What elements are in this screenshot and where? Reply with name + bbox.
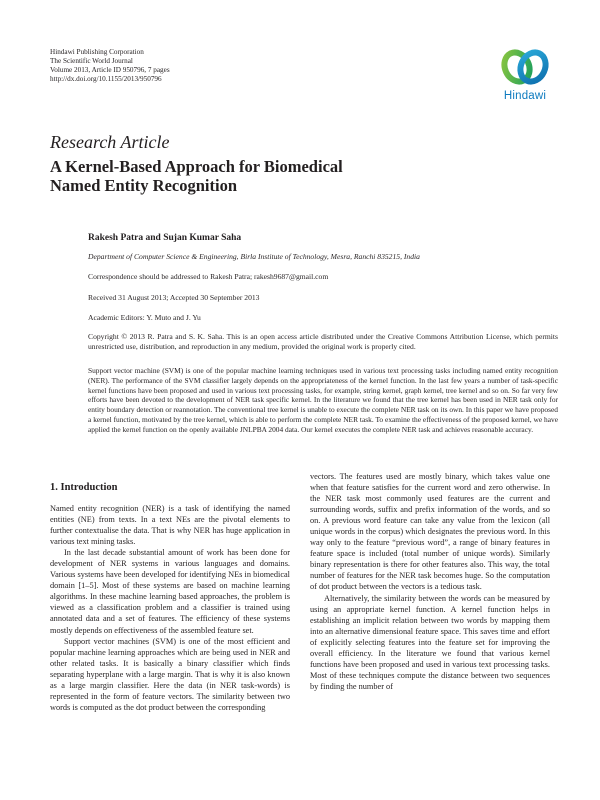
doi-link[interactable]: http://dx.doi.org/10.1155/2013/950796 <box>50 75 162 83</box>
hindawi-logo <box>494 44 556 104</box>
body-paragraph: Named entity recognition (NER) is a task of identifying the named entities (NE) from texts. In a text NEs are the pivotal elements to further contextualise the data. That is why NER has huge application in various text mining tasks. <box>50 504 290 547</box>
body-paragraph: Alternatively, the similarity between the words can be measured by using an appropriate kernel function. A kernel function helps in establishing an implicit relation between two words by mapping them into an alternative dimensional feature space. This saves time and effort of explicitly selecting features into the feature set for improving the overall efficiency. In the literature we found that various kernel functions have been proposed and used in various text processing tasks. Most of these techniques compute the distance between two sequences by finding the number of <box>310 593 550 691</box>
academic-editors: Academic Editors: Y. Muto and J. Yu <box>88 313 201 322</box>
authors: Rakesh Patra and Sujan Kumar Saha <box>88 233 242 243</box>
journal-header <box>50 48 170 84</box>
title-line-1: A Kernel-Based Approach for Biomedical <box>50 157 343 176</box>
body-column-left <box>50 503 290 713</box>
article-type: Research Article <box>50 132 170 152</box>
article-title <box>50 157 470 195</box>
received-dates: Received 31 August 2013; Accepted 30 September 2013 <box>88 293 260 302</box>
correspondence: Correspondence should be addressed to Rakesh Patra; rakesh9687@gmail.com <box>88 272 329 281</box>
abstract: Support vector machine (SVM) is one of the popular machine learning techniques used in various text processing tasks including named entity recognition (NER). The performance of the SVM classifier largely depends on the appropriateness of the kernel function. In the last few years a number of task-specific kernel functions have been proposed and used in various text processing tasks, for example, string kernel, graph kernel, tree kernel and so on. So far very few efforts have been devoted to the development of NER task specific kernel. In the literature we found that the tree kernel has been used in NER task only for entity boundary detection or reannotation. The conventional tree kernel is unable to execute the complete NER task on its own. In this paper we have proposed a kernel function, motivated by the tree kernel, which is able to perform the complete NER task. To examine the effectiveness of the proposed kernel, we have applied the kernel function on the openly available JNLPBA 2004 data. Our kernel executes the complete NER task and achieves reasonable accuracy. <box>88 366 558 434</box>
body-paragraph: vectors. The features used are mostly binary, which takes value one when that feature satisfies for the current word and zero otherwise. In the NER task most commonly used features are the current and surrounding words, suffix and prefix information of the words, and so on. A previous word feature can take any value from the lexicon (all unique words in the corpus) which designates the previous word. In this way only to the feature “previous word”, a range of binary features in feature space is included (total number of unique words). Similarly binary representation is there for other features also. This way, the total number of features for the NER task becomes huge. So the computation of dot product between the vectors is a tedious task. <box>310 472 550 592</box>
copyright-notice: Copyright © 2013 R. Patra and S. K. Saha. This is an open access article distributed under the Creative Commons Attribution License, which permits unrestricted use, distribution, and reproduction in any medium, provided the original work is properly cited. <box>88 332 558 351</box>
journal-name: The Scientific World Journal <box>50 57 133 65</box>
body-paragraph: Support vector machines (SVM) is one of the most efficient and popular machine learning approaches which are being used in NER and other related tasks. It is basically a binary classifier which finds separating hyperplane with a large margin. That is why it is also known as a large margin classifier. Here the data (in NER task-words) is represented in the form of feature vectors. The similarity between two words is computed as the dot product between the corresponding <box>50 636 290 712</box>
body-paragraph: In the last decade substantial amount of work has been done for development of NER systems in various languages and domains. Various systems have been developed for identifying NEs in biomedical domain [1–5]. Most of these systems are based on machine learning algorithms. In these machine learning based approaches, the problem is viewed as a classification problem and a classifier is trained using annotated data and a set of features. The efficiency of these systems mostly depends on effectiveness of the assembled feature set. <box>50 548 290 635</box>
publisher-name: Hindawi Publishing Corporation <box>50 48 144 56</box>
volume-info: Volume 2013, Article ID 950796, 7 pages <box>50 66 170 74</box>
hindawi-logo-text: Hindawi <box>503 90 547 102</box>
title-line-2: Named Entity Recognition <box>50 176 237 195</box>
body-column-right <box>310 471 550 692</box>
section-heading: 1. Introduction <box>50 482 118 493</box>
hindawi-logo-icon <box>494 44 556 90</box>
affiliation: Department of Computer Science & Engineering, Birla Institute of Technology, Mesra, Ranchi 835215, India <box>88 252 420 261</box>
